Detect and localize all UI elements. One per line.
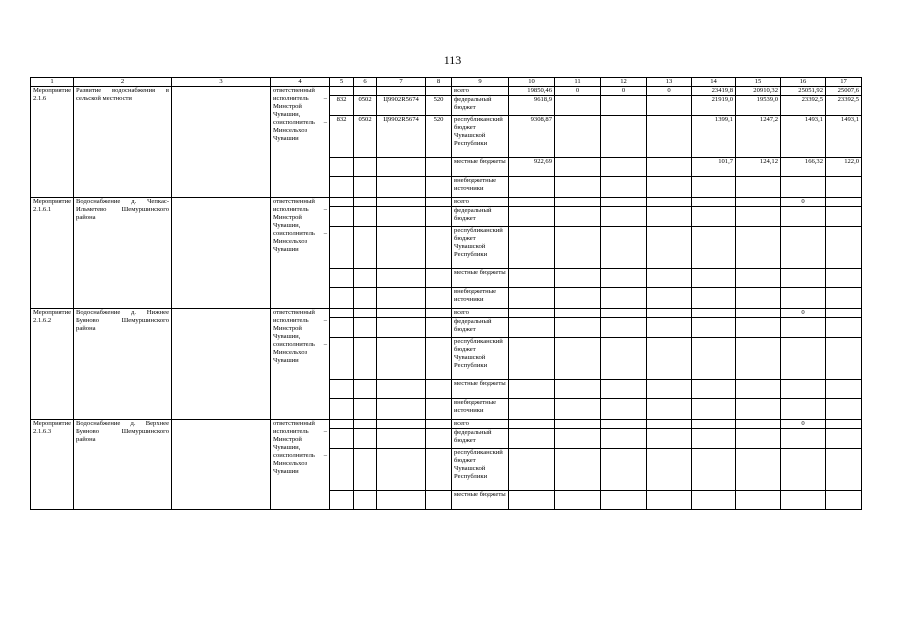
amount-col-16: 1493,1 (781, 116, 826, 158)
amount-col-17 (826, 338, 862, 380)
target-article-code (377, 318, 426, 338)
column-number: 11 (555, 78, 601, 87)
funding-source: федеральный бюджет (452, 429, 509, 449)
amount-col-15: 19539,0 (736, 96, 781, 116)
blank-column-3 (172, 87, 271, 198)
executor-text: ответственный исполнитель – Минстрой Чувашии, соисполнитель – Минсельхоз Чувашии (271, 420, 330, 510)
amount-col-14 (692, 318, 736, 338)
amount-col-11 (555, 338, 601, 380)
expense-type-code (426, 380, 452, 399)
target-article-code (377, 449, 426, 491)
amount-col-15 (736, 227, 781, 269)
amount-col-10: 922,69 (509, 158, 555, 177)
grbs-code (330, 198, 354, 207)
column-number: 9 (452, 78, 509, 87)
amount-col-11 (555, 177, 601, 198)
amount-col-16 (781, 269, 826, 288)
target-article-code (377, 198, 426, 207)
amount-col-14: 101,7 (692, 158, 736, 177)
amount-col-17 (826, 227, 862, 269)
target-article-code (377, 380, 426, 399)
table-row (31, 87, 862, 96)
amount-col-13 (647, 177, 692, 198)
amount-col-14 (692, 207, 736, 227)
blank-column-3 (172, 309, 271, 420)
expense-type-code: 520 (426, 116, 452, 158)
section-code (354, 491, 377, 510)
grbs-code (330, 338, 354, 380)
expense-type-code (426, 491, 452, 510)
funding-source: внебюджетные источники (452, 177, 509, 198)
amount-col-12 (601, 177, 647, 198)
activity-name: Водоснабжение д. Чепкас-Ильметево Шемуршинского района (74, 198, 172, 309)
section-code (354, 420, 377, 429)
funding-source: республиканский бюджет Чувашской Республики (452, 449, 509, 491)
amount-col-17 (826, 491, 862, 510)
grbs-code (330, 269, 354, 288)
amount-col-14 (692, 491, 736, 510)
funding-source: местные бюджеты (452, 158, 509, 177)
amount-col-13 (647, 207, 692, 227)
amount-col-13 (647, 116, 692, 158)
expense-type-code: 520 (426, 96, 452, 116)
amount-col-10 (509, 177, 555, 198)
amount-col-12 (601, 338, 647, 380)
amount-col-10 (509, 269, 555, 288)
amount-col-12 (601, 318, 647, 338)
target-article-code (377, 338, 426, 380)
amount-col-16: 0 (781, 309, 826, 318)
target-article-code (377, 288, 426, 309)
amount-col-14 (692, 269, 736, 288)
column-number: 15 (736, 78, 781, 87)
amount-col-16: 0 (781, 420, 826, 429)
column-number: 5 (330, 78, 354, 87)
amount-col-13 (647, 491, 692, 510)
activity-name: Водоснабжение д. Верхнее Буяново Шемуршинского района (74, 420, 172, 510)
amount-col-13 (647, 288, 692, 309)
target-article-code (377, 309, 426, 318)
amount-col-12 (601, 227, 647, 269)
amount-col-13 (647, 429, 692, 449)
target-article-code (377, 269, 426, 288)
amount-col-11: 0 (555, 87, 601, 96)
amount-col-11 (555, 491, 601, 510)
grbs-code (330, 429, 354, 449)
amount-col-17 (826, 380, 862, 399)
grbs-code (330, 309, 354, 318)
blank-column-3 (172, 198, 271, 309)
amount-col-14 (692, 449, 736, 491)
amount-col-14: 21919,0 (692, 96, 736, 116)
amount-col-16 (781, 207, 826, 227)
amount-col-16: 25051,92 (781, 87, 826, 96)
expense-type-code (426, 288, 452, 309)
amount-col-13: 0 (647, 87, 692, 96)
target-article-code (377, 158, 426, 177)
amount-col-12 (601, 198, 647, 207)
target-article-code (377, 491, 426, 510)
amount-col-11 (555, 198, 601, 207)
amount-col-12: 0 (601, 87, 647, 96)
funding-source: федеральный бюджет (452, 207, 509, 227)
grbs-code (330, 420, 354, 429)
amount-col-15: 1247,2 (736, 116, 781, 158)
amount-col-10 (509, 288, 555, 309)
column-number: 3 (172, 78, 271, 87)
section-code (354, 449, 377, 491)
amount-col-16: 23392,5 (781, 96, 826, 116)
grbs-code (330, 227, 354, 269)
amount-col-10 (509, 399, 555, 420)
funding-source: всего (452, 87, 509, 96)
amount-col-16 (781, 288, 826, 309)
amount-col-14 (692, 227, 736, 269)
target-article-code (377, 227, 426, 269)
table-row (31, 420, 862, 429)
amount-col-16 (781, 491, 826, 510)
amount-col-17: 23392,5 (826, 96, 862, 116)
activity-name: Водоснабжение д. Нижнее Буяново Шемуршинского района (74, 309, 172, 420)
grbs-code (330, 318, 354, 338)
funding-source: местные бюджеты (452, 491, 509, 510)
grbs-code (330, 449, 354, 491)
amount-col-15 (736, 269, 781, 288)
amount-col-17: 1493,1 (826, 116, 862, 158)
amount-col-10 (509, 227, 555, 269)
amount-col-12 (601, 380, 647, 399)
amount-col-17 (826, 399, 862, 420)
amount-col-16 (781, 177, 826, 198)
amount-col-12 (601, 420, 647, 429)
funding-source: республиканский бюджет Чувашской Республики (452, 116, 509, 158)
amount-col-10 (509, 318, 555, 338)
amount-col-14 (692, 309, 736, 318)
target-article-code (377, 429, 426, 449)
amount-col-10 (509, 429, 555, 449)
section-code (354, 227, 377, 269)
amount-col-10 (509, 198, 555, 207)
amount-col-13 (647, 338, 692, 380)
amount-col-13 (647, 96, 692, 116)
amount-col-10: 19850,46 (509, 87, 555, 96)
target-article-code (377, 177, 426, 198)
funding-source: внебюджетные источники (452, 399, 509, 420)
amount-col-15 (736, 318, 781, 338)
target-article-code: Ц9902R5674 (377, 96, 426, 116)
expense-type-code (426, 429, 452, 449)
activity-label: Мероприятие 2.1.6 (31, 87, 74, 198)
amount-col-14: 23419,8 (692, 87, 736, 96)
target-article-code: Ц9902R5674 (377, 116, 426, 158)
amount-col-12 (601, 116, 647, 158)
amount-col-11 (555, 207, 601, 227)
expense-type-code (426, 318, 452, 338)
amount-col-12 (601, 96, 647, 116)
section-code (354, 380, 377, 399)
section-code (354, 269, 377, 288)
column-number: 10 (509, 78, 555, 87)
amount-col-12 (601, 269, 647, 288)
grbs-code (330, 288, 354, 309)
expense-type-code (426, 227, 452, 269)
amount-col-12 (601, 491, 647, 510)
amount-col-11 (555, 309, 601, 318)
activity-name: Развитие водоснабжения в сельской местности (74, 87, 172, 198)
amount-col-16 (781, 449, 826, 491)
amount-col-15 (736, 309, 781, 318)
amount-col-11 (555, 96, 601, 116)
funding-source: внебюджетные источники (452, 288, 509, 309)
amount-col-12 (601, 207, 647, 227)
section-code (354, 309, 377, 318)
expense-type-code (426, 198, 452, 207)
amount-col-17: 25007,6 (826, 87, 862, 96)
expense-type-code (426, 87, 452, 96)
grbs-code (330, 491, 354, 510)
target-article-code (377, 207, 426, 227)
amount-col-11 (555, 399, 601, 420)
column-number: 2 (74, 78, 172, 87)
target-article-code (377, 399, 426, 420)
amount-col-10 (509, 449, 555, 491)
amount-col-16 (781, 380, 826, 399)
amount-col-16 (781, 399, 826, 420)
amount-col-17: 122,0 (826, 158, 862, 177)
amount-col-15 (736, 177, 781, 198)
amount-col-14 (692, 198, 736, 207)
section-code (354, 429, 377, 449)
amount-col-15 (736, 491, 781, 510)
amount-col-11 (555, 429, 601, 449)
amount-col-13 (647, 380, 692, 399)
activity-label: Мероприятие 2.1.6.3 (31, 420, 74, 510)
column-number: 7 (377, 78, 426, 87)
amount-col-14 (692, 399, 736, 420)
blank-column-3 (172, 420, 271, 510)
column-number: 14 (692, 78, 736, 87)
amount-col-12 (601, 399, 647, 420)
funding-source: федеральный бюджет (452, 96, 509, 116)
section-code (354, 87, 377, 96)
amount-col-15 (736, 420, 781, 429)
amount-col-13 (647, 449, 692, 491)
amount-col-15: 124,12 (736, 158, 781, 177)
amount-col-16: 166,32 (781, 158, 826, 177)
amount-col-17 (826, 269, 862, 288)
amount-col-17 (826, 198, 862, 207)
column-number: 13 (647, 78, 692, 87)
amount-col-17 (826, 288, 862, 309)
section-code: 0502 (354, 116, 377, 158)
section-code (354, 207, 377, 227)
amount-col-15 (736, 198, 781, 207)
funding-source: всего (452, 420, 509, 429)
section-code (354, 198, 377, 207)
amount-col-14 (692, 288, 736, 309)
amount-col-15 (736, 429, 781, 449)
amount-col-10 (509, 309, 555, 318)
funding-source: федеральный бюджет (452, 318, 509, 338)
column-number: 17 (826, 78, 862, 87)
funding-source: республиканский бюджет Чувашской Республики (452, 338, 509, 380)
amount-col-13 (647, 399, 692, 420)
amount-col-15 (736, 338, 781, 380)
amount-col-12 (601, 158, 647, 177)
amount-col-12 (601, 449, 647, 491)
section-code (354, 338, 377, 380)
amount-col-14: 1399,1 (692, 116, 736, 158)
amount-col-14 (692, 338, 736, 380)
column-number: 8 (426, 78, 452, 87)
amount-col-10 (509, 207, 555, 227)
amount-col-17 (826, 207, 862, 227)
amount-col-17 (826, 177, 862, 198)
expense-type-code (426, 207, 452, 227)
funding-source: местные бюджеты (452, 380, 509, 399)
section-code (354, 158, 377, 177)
column-number: 12 (601, 78, 647, 87)
amount-col-17 (826, 318, 862, 338)
amount-col-11 (555, 449, 601, 491)
amount-col-15 (736, 380, 781, 399)
amount-col-16 (781, 429, 826, 449)
amount-col-13 (647, 269, 692, 288)
amount-col-13 (647, 309, 692, 318)
grbs-code (330, 87, 354, 96)
amount-col-17 (826, 449, 862, 491)
amount-col-13 (647, 318, 692, 338)
expense-type-code (426, 158, 452, 177)
amount-col-12 (601, 288, 647, 309)
grbs-code (330, 207, 354, 227)
amount-col-15 (736, 449, 781, 491)
table-row (31, 198, 862, 207)
grbs-code (330, 380, 354, 399)
expense-type-code (426, 399, 452, 420)
amount-col-14 (692, 380, 736, 399)
executor-text: ответственный исполнитель – Минстрой Чувашии, соисполнитель – Минсельхоз Чувашии (271, 198, 330, 309)
page-number: 113 (443, 53, 462, 67)
expense-type-code (426, 420, 452, 429)
section-code: 0502 (354, 96, 377, 116)
activity-label: Мероприятие 2.1.6.1 (31, 198, 74, 309)
section-code (354, 288, 377, 309)
section-code (354, 177, 377, 198)
table-row (31, 309, 862, 318)
grbs-code (330, 177, 354, 198)
amount-col-10 (509, 491, 555, 510)
section-code (354, 318, 377, 338)
amount-col-10 (509, 420, 555, 429)
grbs-code: 832 (330, 116, 354, 158)
funding-source: всего (452, 309, 509, 318)
amount-col-13 (647, 227, 692, 269)
amount-col-14 (692, 420, 736, 429)
column-number: 1 (31, 78, 74, 87)
amount-col-11 (555, 420, 601, 429)
grbs-code (330, 158, 354, 177)
expense-type-code (426, 269, 452, 288)
expense-type-code (426, 338, 452, 380)
executor-text: ответственный исполнитель – Минстрой Чувашии, соисполнитель – Минсельхоз Чувашии (271, 309, 330, 420)
amount-col-11 (555, 269, 601, 288)
executor-text: ответственный исполнитель – Минстрой Чувашии, соисполнитель – Минсельхоз Чувашии (271, 87, 330, 198)
funding-source: местные бюджеты (452, 269, 509, 288)
header-row (31, 78, 862, 87)
target-article-code (377, 87, 426, 96)
amount-col-11 (555, 227, 601, 269)
amount-col-14 (692, 177, 736, 198)
expense-type-code (426, 309, 452, 318)
column-number: 16 (781, 78, 826, 87)
funding-source: всего (452, 198, 509, 207)
amount-col-16 (781, 318, 826, 338)
expense-type-code (426, 177, 452, 198)
section-code (354, 399, 377, 420)
amount-col-15 (736, 399, 781, 420)
column-number: 4 (271, 78, 330, 87)
amount-col-16: 0 (781, 198, 826, 207)
target-article-code (377, 420, 426, 429)
amount-col-11 (555, 158, 601, 177)
amount-col-16 (781, 338, 826, 380)
amount-col-17 (826, 309, 862, 318)
grbs-code: 832 (330, 96, 354, 116)
amount-col-11 (555, 318, 601, 338)
amount-col-15 (736, 207, 781, 227)
budget-table (30, 77, 862, 510)
amount-col-10 (509, 338, 555, 380)
amount-col-16 (781, 227, 826, 269)
amount-col-15: 20910,32 (736, 87, 781, 96)
amount-col-11 (555, 116, 601, 158)
amount-col-13 (647, 198, 692, 207)
activity-label: Мероприятие 2.1.6.2 (31, 309, 74, 420)
amount-col-11 (555, 288, 601, 309)
amount-col-11 (555, 380, 601, 399)
amount-col-14 (692, 429, 736, 449)
column-number: 6 (354, 78, 377, 87)
amount-col-17 (826, 420, 862, 429)
amount-col-10: 9618,9 (509, 96, 555, 116)
expense-type-code (426, 449, 452, 491)
amount-col-12 (601, 429, 647, 449)
amount-col-10 (509, 380, 555, 399)
amount-col-13 (647, 158, 692, 177)
amount-col-17 (826, 429, 862, 449)
funding-source: республиканский бюджет Чувашской Республики (452, 227, 509, 269)
amount-col-10: 9308,87 (509, 116, 555, 158)
grbs-code (330, 399, 354, 420)
amount-col-15 (736, 288, 781, 309)
amount-col-13 (647, 420, 692, 429)
amount-col-12 (601, 309, 647, 318)
